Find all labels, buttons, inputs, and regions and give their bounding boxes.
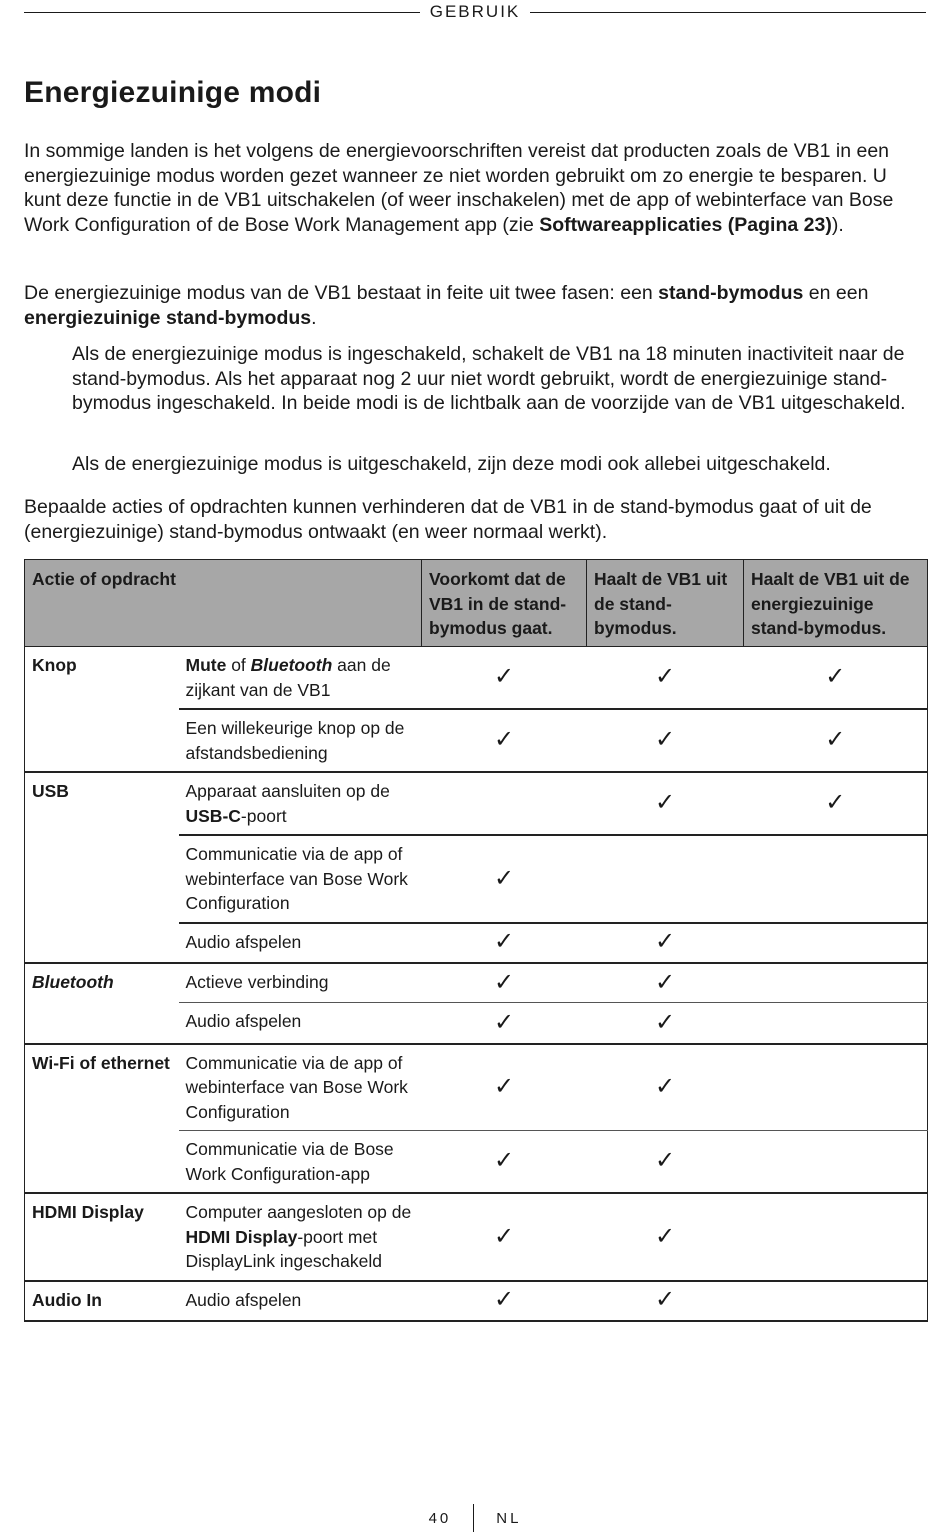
enabled-paragraph: Als de energiezuinige modus is ingeschakeld, schakelt de VB1 na 18 minuten inactiviteit naar de stand-bymodus. Als het apparaat nog 2 uur niet wordt gebruikt, wordt de energiezuinige stand-bymodus ingeschakeld. In beide modi is de lichtbalk aan de voorzijde van de VB1 uitgeschakeld. bbox=[72, 343, 906, 414]
check-cell bbox=[587, 963, 744, 1003]
check-cell bbox=[587, 1131, 744, 1194]
checkmark-icon: ✓ bbox=[493, 968, 515, 996]
table-row bbox=[25, 963, 928, 1003]
actions-paragraph: Bepaalde acties of opdrachten kunnen verhinderen dat de VB1 in de stand-bymodus gaat of uit de (energiezuinige) stand-bymodus ontwaakt (en weer normaal werkt). bbox=[24, 496, 872, 543]
checkmark-icon: ✓ bbox=[493, 1073, 515, 1100]
category-hdmi: HDMI Display bbox=[25, 1193, 179, 1281]
page-title: Energiezuinige modi bbox=[24, 76, 322, 109]
checkmark-icon: ✓ bbox=[654, 726, 676, 754]
check-cell bbox=[422, 647, 587, 710]
table-row bbox=[25, 923, 928, 963]
header-rule-right bbox=[530, 12, 926, 13]
check-cell bbox=[422, 963, 587, 1003]
bluetooth-label: Bluetooth bbox=[250, 655, 333, 675]
checkmark-icon: ✓ bbox=[825, 726, 846, 754]
hdmi-text: Computer aangesloten op de bbox=[185, 1202, 412, 1222]
category-usb-cont2 bbox=[25, 923, 179, 963]
check-cell bbox=[587, 1044, 744, 1131]
check-cell bbox=[587, 835, 744, 923]
table-row bbox=[25, 1281, 928, 1321]
checkmark-icon: ✓ bbox=[493, 864, 515, 892]
checkmark-icon: ✓ bbox=[493, 1147, 515, 1175]
check-cell bbox=[744, 709, 928, 772]
category-wifi: Wi-Fi of ethernet bbox=[25, 1044, 179, 1131]
check-cell bbox=[587, 923, 744, 963]
phases-eco-standby-term: energiezuinige stand-bymodus bbox=[24, 306, 312, 329]
standby-actions-table bbox=[24, 559, 928, 1322]
checkmark-icon: ✓ bbox=[654, 1008, 676, 1036]
section-label: GEBRUIK bbox=[429, 2, 521, 21]
row-label: Actieve verbinding bbox=[179, 963, 422, 1003]
checkmark-icon: ✓ bbox=[654, 1147, 676, 1175]
page-number: 40 bbox=[428, 1509, 452, 1527]
table-row bbox=[25, 1044, 928, 1131]
checkmark-icon: ✓ bbox=[493, 726, 515, 754]
table-row bbox=[25, 835, 928, 923]
row-label: Communicatie via de app of webinterface van Bose Work Configuration bbox=[179, 835, 422, 923]
check-cell bbox=[587, 772, 744, 835]
row-label: Audio afspelen bbox=[179, 923, 422, 963]
checkmark-icon: ✓ bbox=[654, 1222, 676, 1250]
checkmark-icon: ✓ bbox=[654, 968, 676, 996]
language-code: NL bbox=[496, 1509, 522, 1527]
checkmark-icon: ✓ bbox=[654, 789, 676, 817]
check-cell bbox=[422, 772, 587, 835]
check-cell bbox=[587, 1193, 744, 1281]
of-text: of bbox=[226, 655, 251, 675]
check-cell bbox=[744, 647, 928, 710]
row-label: Audio afspelen bbox=[179, 1003, 422, 1044]
category-audio-in: Audio In bbox=[25, 1281, 179, 1321]
header-wakes-eco-standby: Haalt de VB1 uit de energiezuinige stand-bymodus. bbox=[744, 560, 928, 647]
row-label: Audio afspelen bbox=[179, 1281, 422, 1321]
checkmark-icon: ✓ bbox=[654, 1073, 676, 1100]
check-cell bbox=[744, 1193, 928, 1281]
check-cell bbox=[744, 963, 928, 1003]
checkmark-icon: ✓ bbox=[493, 928, 515, 956]
check-cell bbox=[422, 709, 587, 772]
softwareapplicaties-link[interactable]: Softwareapplicaties (Pagina 23) bbox=[539, 213, 832, 236]
mute-label: Mute bbox=[185, 655, 227, 675]
category-usb-cont bbox=[25, 835, 179, 923]
table-row bbox=[25, 709, 928, 772]
checkmark-icon: ✓ bbox=[493, 1008, 515, 1036]
header-prevents-standby: Voorkomt dat de VB1 in de stand-bymodus gaat. bbox=[422, 560, 587, 647]
check-cell bbox=[587, 1281, 744, 1321]
check-cell bbox=[744, 1281, 928, 1321]
category-knop-cont bbox=[25, 709, 179, 772]
table-row bbox=[25, 647, 928, 710]
row-label bbox=[179, 772, 422, 835]
check-cell bbox=[744, 1044, 928, 1131]
check-cell bbox=[587, 647, 744, 710]
check-cell bbox=[422, 1131, 587, 1194]
phases-paragraph bbox=[24, 281, 926, 330]
row-label: Communicatie via de Bose Work Configuration-app bbox=[179, 1131, 422, 1194]
intro-end: ). bbox=[831, 213, 844, 236]
disabled-paragraph: Als de energiezuinige modus is uitgeschakeld, zijn deze modi ook allebei uitgeschakeld. bbox=[72, 453, 831, 475]
check-cell bbox=[744, 1003, 928, 1044]
usb-c-label: USB-C bbox=[185, 805, 241, 826]
table-row bbox=[25, 1003, 928, 1044]
check-cell bbox=[422, 835, 587, 923]
category-bluetooth: Bluetooth bbox=[25, 963, 179, 1003]
checkmark-icon: ✓ bbox=[493, 1222, 515, 1250]
table-row bbox=[25, 1193, 928, 1281]
category-wifi-cont bbox=[25, 1131, 179, 1194]
checkmark-icon: ✓ bbox=[654, 928, 676, 956]
phases-text-c: en een bbox=[803, 282, 869, 304]
table-header-row bbox=[25, 560, 928, 647]
check-cell bbox=[744, 923, 928, 963]
phases-standby-term: stand-bymodus bbox=[658, 282, 804, 304]
category-knop: Knop bbox=[25, 647, 179, 710]
category-usb: USB bbox=[25, 772, 179, 835]
checkmark-icon: ✓ bbox=[825, 789, 846, 817]
header-action: Actie of opdracht bbox=[25, 560, 422, 647]
intro-text: In sommige landen is het volgens de energievoorschriften vereist dat producten zoals de VB1 in een energiezuinige modus worden gezet wanneer ze niet worden gebruikt om zo energie te besparen. U kunt deze functie in de VB1 uitschakelen (of weer inschakelen) met de app of webinterface van Bose Work Configuration of de Bose Work Management app (zie bbox=[24, 140, 894, 236]
usb-connect-text: Apparaat aansluiten op de bbox=[185, 781, 390, 801]
check-cell bbox=[422, 1003, 587, 1044]
row-label bbox=[179, 1193, 422, 1281]
row-label bbox=[179, 647, 422, 710]
check-cell bbox=[587, 709, 744, 772]
page-footer bbox=[0, 1502, 950, 1534]
phases-text-a: De energiezuinige modus van de VB1 bestaat in feite uit twee fasen: een bbox=[24, 282, 659, 304]
check-cell bbox=[744, 772, 928, 835]
check-cell bbox=[422, 1281, 587, 1321]
check-cell bbox=[587, 1003, 744, 1044]
intro-paragraph bbox=[24, 139, 926, 237]
table-row bbox=[25, 772, 928, 835]
phases-text-e: . bbox=[311, 306, 317, 329]
row-label: Een willekeurige knop op de afstandsbediening bbox=[179, 709, 422, 772]
checkmark-icon: ✓ bbox=[654, 663, 676, 691]
check-cell bbox=[744, 1131, 928, 1194]
hdmi-display-label: HDMI Display bbox=[185, 1226, 298, 1247]
check-cell bbox=[422, 1193, 587, 1281]
table-row bbox=[25, 1131, 928, 1194]
usb-connect-end: -poort bbox=[240, 805, 287, 826]
check-cell bbox=[422, 923, 587, 963]
checkmark-icon: ✓ bbox=[493, 663, 515, 691]
checkmark-icon: ✓ bbox=[493, 1286, 515, 1314]
row-label: Communicatie via de app of webinterface van Bose Work Configuration bbox=[179, 1044, 422, 1131]
check-cell bbox=[422, 1044, 587, 1131]
check-cell bbox=[744, 835, 928, 923]
page-header bbox=[24, 0, 926, 24]
header-wakes-standby: Haalt de VB1 uit de stand-bymodus. bbox=[587, 560, 744, 647]
checkmark-icon: ✓ bbox=[654, 1286, 676, 1314]
header-rule-left bbox=[24, 12, 420, 13]
category-bluetooth-cont bbox=[25, 1003, 179, 1044]
checkmark-icon: ✓ bbox=[825, 663, 846, 691]
hdmi-end: -poort met DisplayLink ingeschakeld bbox=[185, 1226, 382, 1271]
mute-end: aan de zijkant van de VB1 bbox=[185, 655, 391, 700]
footer-divider bbox=[473, 1504, 474, 1532]
